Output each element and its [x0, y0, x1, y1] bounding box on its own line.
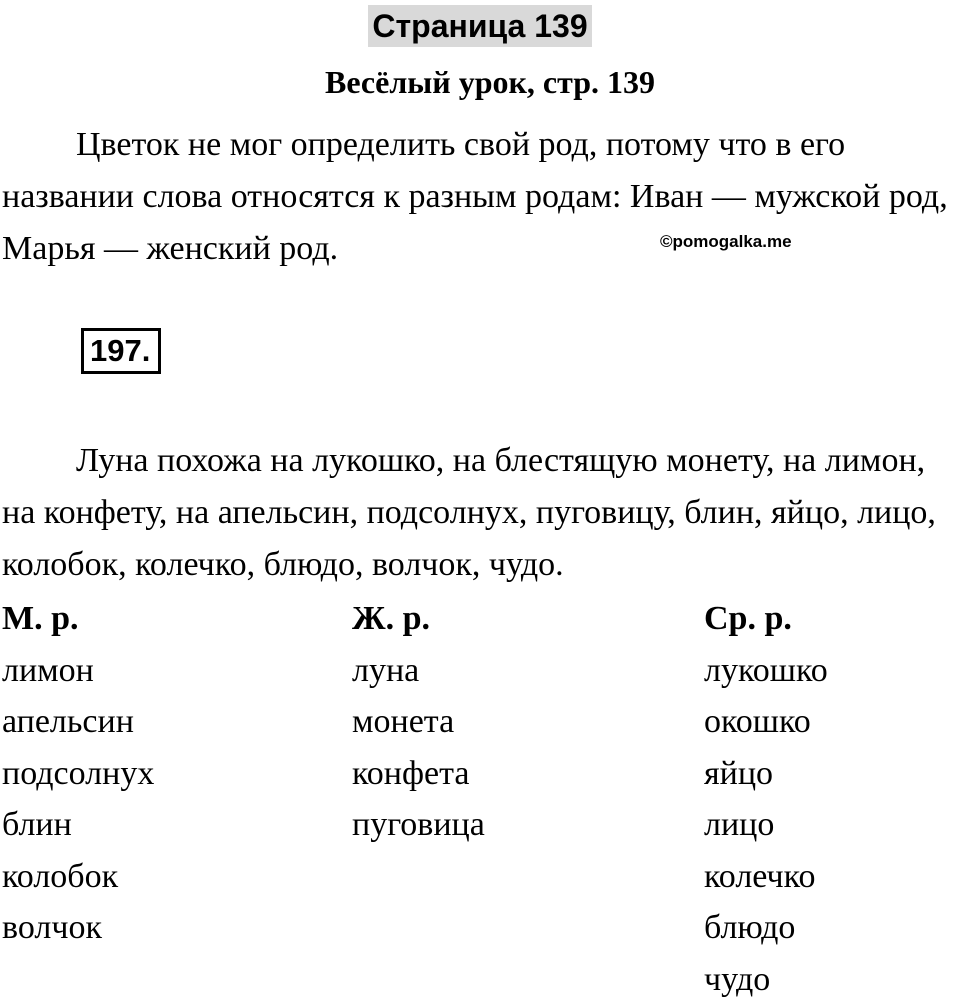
list-item: подсолнух	[2, 748, 154, 800]
list-item: конфета	[352, 748, 485, 800]
list-item: блюдо	[704, 902, 828, 954]
section-title: Весёлый урок, стр. 139	[0, 60, 960, 104]
feminine-heading: Ж. р.	[352, 593, 485, 645]
list-item: лимон	[2, 645, 154, 697]
neuter-column	[704, 593, 828, 1005]
masculine-heading: М. р.	[2, 593, 154, 645]
list-item: луна	[352, 645, 485, 697]
watermark: ©pomogalka.me	[660, 231, 792, 253]
page-number-label: Страница 139	[368, 5, 591, 47]
list-item: блин	[2, 799, 154, 851]
task-text: Луна похожа на лукошко, на блестящую монету, на лимон, на конфету, на апельсин, подсолнух, пуговицу, блин, яйцо, лицо, колобок, колечко, блюдо, волчок, чудо.	[2, 435, 960, 591]
list-item: колечко	[704, 851, 828, 903]
feminine-column	[352, 593, 485, 851]
list-item: лукошко	[704, 645, 828, 697]
list-item: колобок	[2, 851, 154, 903]
list-item: монета	[352, 696, 485, 748]
neuter-heading: Ср. р.	[704, 593, 828, 645]
list-item: лицо	[704, 799, 828, 851]
list-item: пуговица	[352, 799, 485, 851]
masculine-column	[2, 593, 154, 954]
list-item: яйцо	[704, 748, 828, 800]
list-item: волчок	[2, 902, 154, 954]
answer-paragraph: Цветок не мог определить свой род, потому что в его названии слова относятся к разным родам: Иван — мужской род, Марья — женский род.	[2, 119, 960, 275]
list-item: чудо	[704, 954, 828, 1005]
list-item: апельсин	[2, 696, 154, 748]
task-number-box: 197.	[81, 328, 161, 374]
gender-columns	[2, 593, 960, 997]
list-item: окошко	[704, 696, 828, 748]
page-header	[0, 5, 960, 47]
